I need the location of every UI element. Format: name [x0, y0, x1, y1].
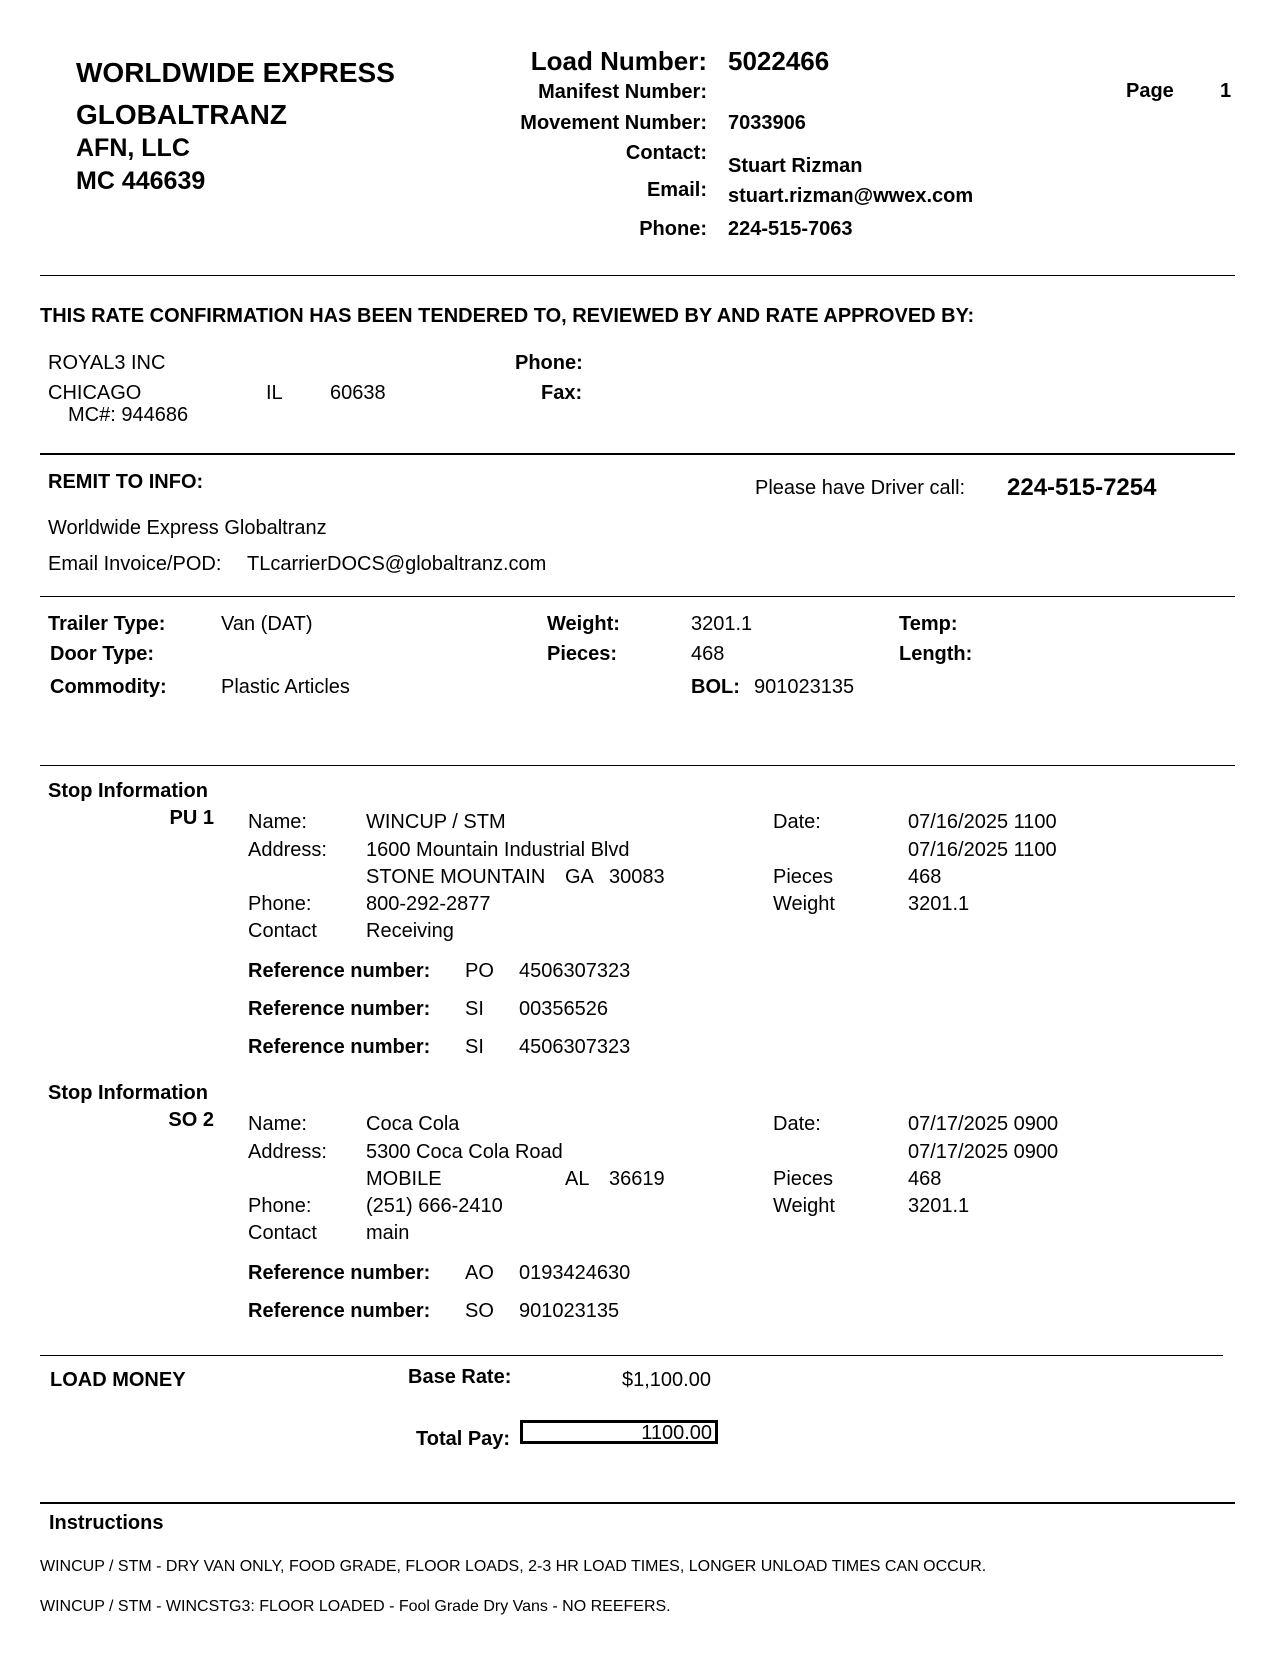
- stop-pieces: 468: [908, 866, 942, 888]
- stop-city: MOBILE: [366, 1168, 442, 1190]
- load-money-heading: LOAD MONEY: [50, 1369, 186, 1391]
- base-rate: $1,100.00: [622, 1369, 711, 1391]
- carrier-mc: MC#: 944686: [68, 404, 189, 426]
- instructions-heading: Instructions: [49, 1512, 164, 1534]
- stop-address: 1600 Mountain Industrial Blvd: [366, 839, 630, 861]
- stop-date-label: Date:: [773, 811, 821, 833]
- stop-address-label: Address:: [248, 839, 327, 861]
- stop-heading: Stop Information: [48, 780, 208, 802]
- stop-phone: 800-292-2877: [366, 893, 491, 915]
- company-mc: MC 446639: [76, 167, 206, 195]
- total-pay: 1100.00: [641, 1422, 712, 1444]
- carrier-fax-label: Fax:: [541, 382, 583, 404]
- door-type-label: Door Type:: [50, 643, 155, 665]
- stop-name-label: Name:: [248, 1113, 307, 1135]
- stop-contact: Receiving: [366, 920, 454, 942]
- contact-name: Stuart Rizman: [728, 155, 863, 177]
- carrier-name: ROYAL3 INC: [48, 352, 166, 374]
- stop-pieces-label: Pieces: [773, 866, 834, 888]
- phone-label: Phone:: [639, 218, 707, 240]
- divider: [40, 596, 1235, 597]
- stop-pieces: 468: [908, 1168, 942, 1190]
- stop-address: 5300 Coca Cola Road: [366, 1141, 563, 1163]
- stop-city: STONE MOUNTAIN: [366, 866, 546, 888]
- divider: [40, 1355, 1223, 1356]
- length-label: Length:: [899, 643, 973, 665]
- stop-zip: 36619: [609, 1168, 665, 1190]
- weight: 3201.1: [691, 613, 753, 635]
- contact-label: Contact:: [625, 142, 707, 164]
- stop-weight-label: Weight: [773, 1195, 835, 1217]
- stop-heading: Stop Information: [48, 1082, 208, 1104]
- pieces-label: Pieces:: [547, 643, 618, 665]
- instruction-line: WINCUP / STM - WINCSTG3: FLOOR LOADED - Fool Grade Dry Vans - NO REEFERS.: [40, 1598, 671, 1615]
- movement-number-label: Movement Number:: [520, 112, 707, 134]
- stop-contact-label: Contact: [248, 1222, 317, 1244]
- stop-date-secondary: 07/17/2025 0900: [908, 1141, 1059, 1163]
- base-rate-label: Base Rate:: [408, 1366, 512, 1388]
- movement-number: 7033906: [728, 112, 806, 134]
- reference-type: PO: [465, 960, 494, 982]
- reference-label: Reference number:: [248, 1262, 431, 1284]
- reference-label: Reference number:: [248, 1036, 431, 1058]
- stop-weight: 3201.1: [908, 893, 970, 915]
- divider: [40, 765, 1235, 766]
- stop-phone: (251) 666-2410: [366, 1195, 503, 1217]
- reference-value: 0193424630: [519, 1262, 631, 1284]
- stop-phone-label: Phone:: [248, 1195, 312, 1217]
- stop-zip: 30083: [609, 866, 665, 888]
- driver-call-phone: 224-515-7254: [1007, 474, 1157, 501]
- stop-phone-label: Phone:: [248, 893, 312, 915]
- contact-email: stuart.rizman@wwex.com: [728, 185, 974, 207]
- weight-label: Weight:: [547, 613, 620, 635]
- reference-type: SO: [465, 1300, 494, 1322]
- reference-label: Reference number:: [248, 960, 431, 982]
- load-number-label: Load Number:: [530, 46, 707, 76]
- email-label: Email:: [646, 179, 707, 201]
- stop-name-label: Name:: [248, 811, 307, 833]
- company-subname: GLOBALTRANZ: [76, 99, 287, 130]
- stop-state: GA: [565, 866, 594, 888]
- bol: 901023135: [754, 676, 855, 698]
- stop-date: 07/16/2025 1100: [908, 811, 1057, 833]
- stop-contact-label: Contact: [248, 920, 317, 942]
- divider: [40, 1502, 1235, 1504]
- remit-email: TLcarrierDOCS@globaltranz.com: [247, 553, 547, 575]
- stop-date-label: Date:: [773, 1113, 821, 1135]
- company-entity: AFN, LLC: [76, 134, 190, 162]
- stop-weight: 3201.1: [908, 1195, 970, 1217]
- stop-name: Coca Cola: [366, 1113, 460, 1135]
- load-number: 5022466: [728, 46, 830, 76]
- reference-type: SI: [465, 998, 484, 1020]
- remit-name: Worldwide Express Globaltranz: [48, 517, 327, 539]
- carrier-state: IL: [266, 382, 283, 404]
- commodity-label: Commodity:: [50, 676, 167, 698]
- stop-code: PU 1: [169, 807, 214, 829]
- trailer-type: Van (DAT): [221, 613, 313, 635]
- commodity: Plastic Articles: [221, 676, 350, 698]
- company-name: WORLDWIDE EXPRESS: [76, 57, 395, 88]
- bol-label: BOL:: [691, 676, 740, 698]
- stop-state: AL: [565, 1168, 590, 1190]
- remit-heading: REMIT TO INFO:: [48, 471, 204, 493]
- total-pay-box: [520, 1420, 718, 1444]
- reference-label: Reference number:: [248, 998, 431, 1020]
- carrier-city: CHICAGO: [48, 382, 142, 404]
- stop-contact: main: [366, 1222, 410, 1244]
- pieces: 468: [691, 643, 725, 665]
- stop-name: WINCUP / STM: [366, 811, 506, 833]
- reference-value: 4506307323: [519, 960, 631, 982]
- stop-address-label: Address:: [248, 1141, 327, 1163]
- stop-code: SO 2: [168, 1109, 214, 1131]
- contact-phone: 224-515-7063: [728, 218, 853, 240]
- driver-call-label: Please have Driver call:: [755, 477, 966, 499]
- reference-value: 4506307323: [519, 1036, 631, 1058]
- reference-value: 00356526: [519, 998, 608, 1020]
- reference-type: SI: [465, 1036, 484, 1058]
- stop-date: 07/17/2025 0900: [908, 1113, 1059, 1135]
- remit-email-label: Email Invoice/POD:: [48, 553, 222, 575]
- temp-label: Temp:: [899, 613, 958, 635]
- instruction-line: WINCUP / STM - DRY VAN ONLY, FOOD GRADE, FLOOR LOADS, 2-3 HR LOAD TIMES, LONGER UNLOAD TIMES CAN OCCUR.: [40, 1558, 987, 1575]
- tender-heading: THIS RATE CONFIRMATION HAS BEEN TENDERED TO, REVIEWED BY AND RATE APPROVED BY:: [40, 305, 975, 327]
- page-label: Page: [1126, 80, 1174, 102]
- trailer-type-label: Trailer Type:: [48, 613, 166, 635]
- reference-type: AO: [465, 1262, 494, 1284]
- divider: [40, 275, 1235, 276]
- stop-weight-label: Weight: [773, 893, 835, 915]
- manifest-number-label: Manifest Number:: [538, 81, 707, 103]
- page-number: 1: [1220, 80, 1232, 102]
- carrier-zip: 60638: [330, 382, 386, 404]
- stop-pieces-label: Pieces: [773, 1168, 834, 1190]
- reference-label: Reference number:: [248, 1300, 431, 1322]
- total-pay-label: Total Pay:: [416, 1428, 511, 1450]
- reference-value: 901023135: [519, 1300, 620, 1322]
- carrier-phone-label: Phone:: [515, 352, 583, 374]
- divider: [40, 453, 1235, 455]
- stop-date-secondary: 07/16/2025 1100: [908, 839, 1057, 861]
